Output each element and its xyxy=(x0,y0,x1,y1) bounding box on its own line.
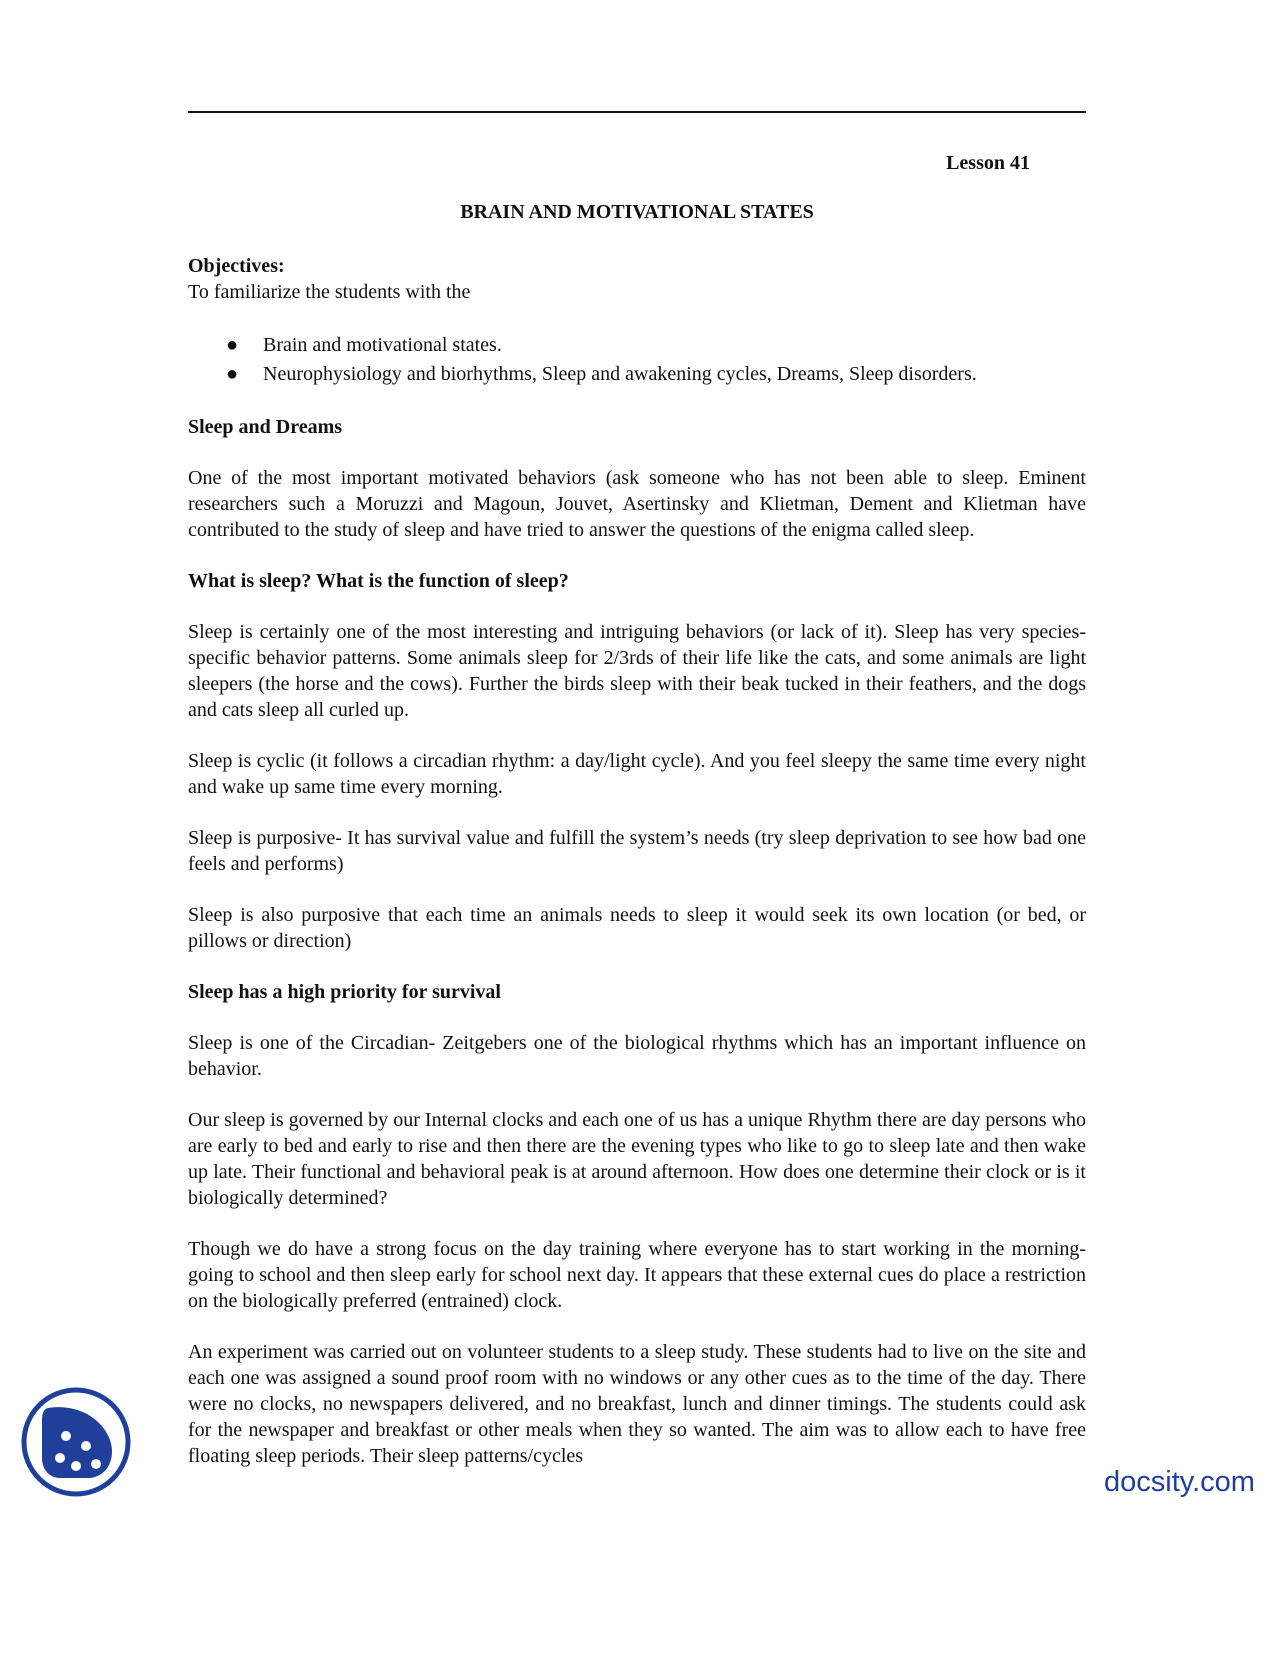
list-item-text: Brain and motivational states. xyxy=(263,334,502,356)
paragraph: Sleep is one of the Circadian- Zeitgebers one of the biological rhythms which has an important influence on behavior. xyxy=(188,1032,1086,1080)
paragraph: Sleep is cyclic (it follows a circadian rhythm: a day/light cycle). And you feel sleepy the same time every night and wake up same time every morning. xyxy=(188,750,1086,798)
list-item-text: Neurophysiology and biorhythms, Sleep and awakening cycles, Dreams, Sleep disorders. xyxy=(263,363,977,385)
document-page xyxy=(188,0,1086,1656)
document-body xyxy=(188,253,1086,1469)
paragraph: One of the most important motivated behaviors (ask someone who has not been able to sleep. Eminent researchers such a Moruzzi and Magoun, Jouvet, Asertinsky and Klietman, Dement and Klietman have contributed to the study of sleep and have tried to answer the questions of the enigma called sleep. xyxy=(188,467,1086,541)
header-rule xyxy=(188,111,1086,113)
objectives-label: Objectives: xyxy=(188,255,285,277)
docsity-logo-icon[interactable] xyxy=(20,1386,132,1498)
paragraph: An experiment was carried out on volunteer students to a sleep study. These students had to live on the site and each one was assigned a sound proof room with no windows or any other cues as to the time of the day. There were no clocks, no newspapers delivered, and no breakfast, lunch and dinner timings. The students could ask for the newspaper and breakfast or other meals when they so wanted. The aim was to allow each to have free floating sleep periods. Their sleep patterns/cycles xyxy=(188,1341,1086,1467)
section-heading-sleep-dreams: Sleep and Dreams xyxy=(188,416,343,438)
lesson-number: Lesson 41 xyxy=(946,152,1030,174)
docsity-logo-graphic xyxy=(20,1386,132,1498)
list-item xyxy=(188,331,1086,360)
page-title: BRAIN AND MOTIVATIONAL STATES xyxy=(460,201,814,223)
objectives-list xyxy=(188,331,1086,389)
paragraph: Sleep is also purposive that each time an animals needs to sleep it would seek its own location (or bed, or pillows or direction) xyxy=(188,904,1086,952)
list-item xyxy=(188,360,1086,389)
docsity-brand-link[interactable]: docsity.com xyxy=(1104,1466,1255,1498)
bullet-icon: ● xyxy=(226,363,239,385)
bullet-icon: ● xyxy=(226,334,239,356)
section-heading-priority: Sleep has a high priority for survival xyxy=(188,981,501,1003)
objectives-intro: To familiarize the students with the xyxy=(188,281,471,303)
paragraph: Sleep is purposive- It has survival value and fulfill the system’s needs (try sleep deprivation to see how bad one feels and performs) xyxy=(188,827,1086,875)
paragraph: Though we do have a strong focus on the day training where everyone has to start working in the morning- going to school and then sleep early for school next day. It appears that these external cues do place a restriction on the biologically preferred (entrained) clock. xyxy=(188,1238,1086,1312)
paragraph: Sleep is certainly one of the most interesting and intriguing behaviors (or lack of it). Sleep has very species- specific behavior patterns. Some animals sleep for 2/3rds of their life like the cats, and some animals are light sleepers (the horse and the cows). Further the birds sleep with their beak tucked in their feathers, and the dogs and cats sleep all curled up. xyxy=(188,621,1086,721)
section-heading-what-is-sleep: What is sleep? What is the function of sleep? xyxy=(188,570,569,592)
paragraph: Our sleep is governed by our Internal clocks and each one of us has a unique Rhythm there are day persons who are early to bed and early to rise and then there are the evening types who like to go to sleep late and then wake up late. Their functional and behavioral peak is at around afternoon. How does one determine their clock or is it biologically determined? xyxy=(188,1109,1086,1209)
